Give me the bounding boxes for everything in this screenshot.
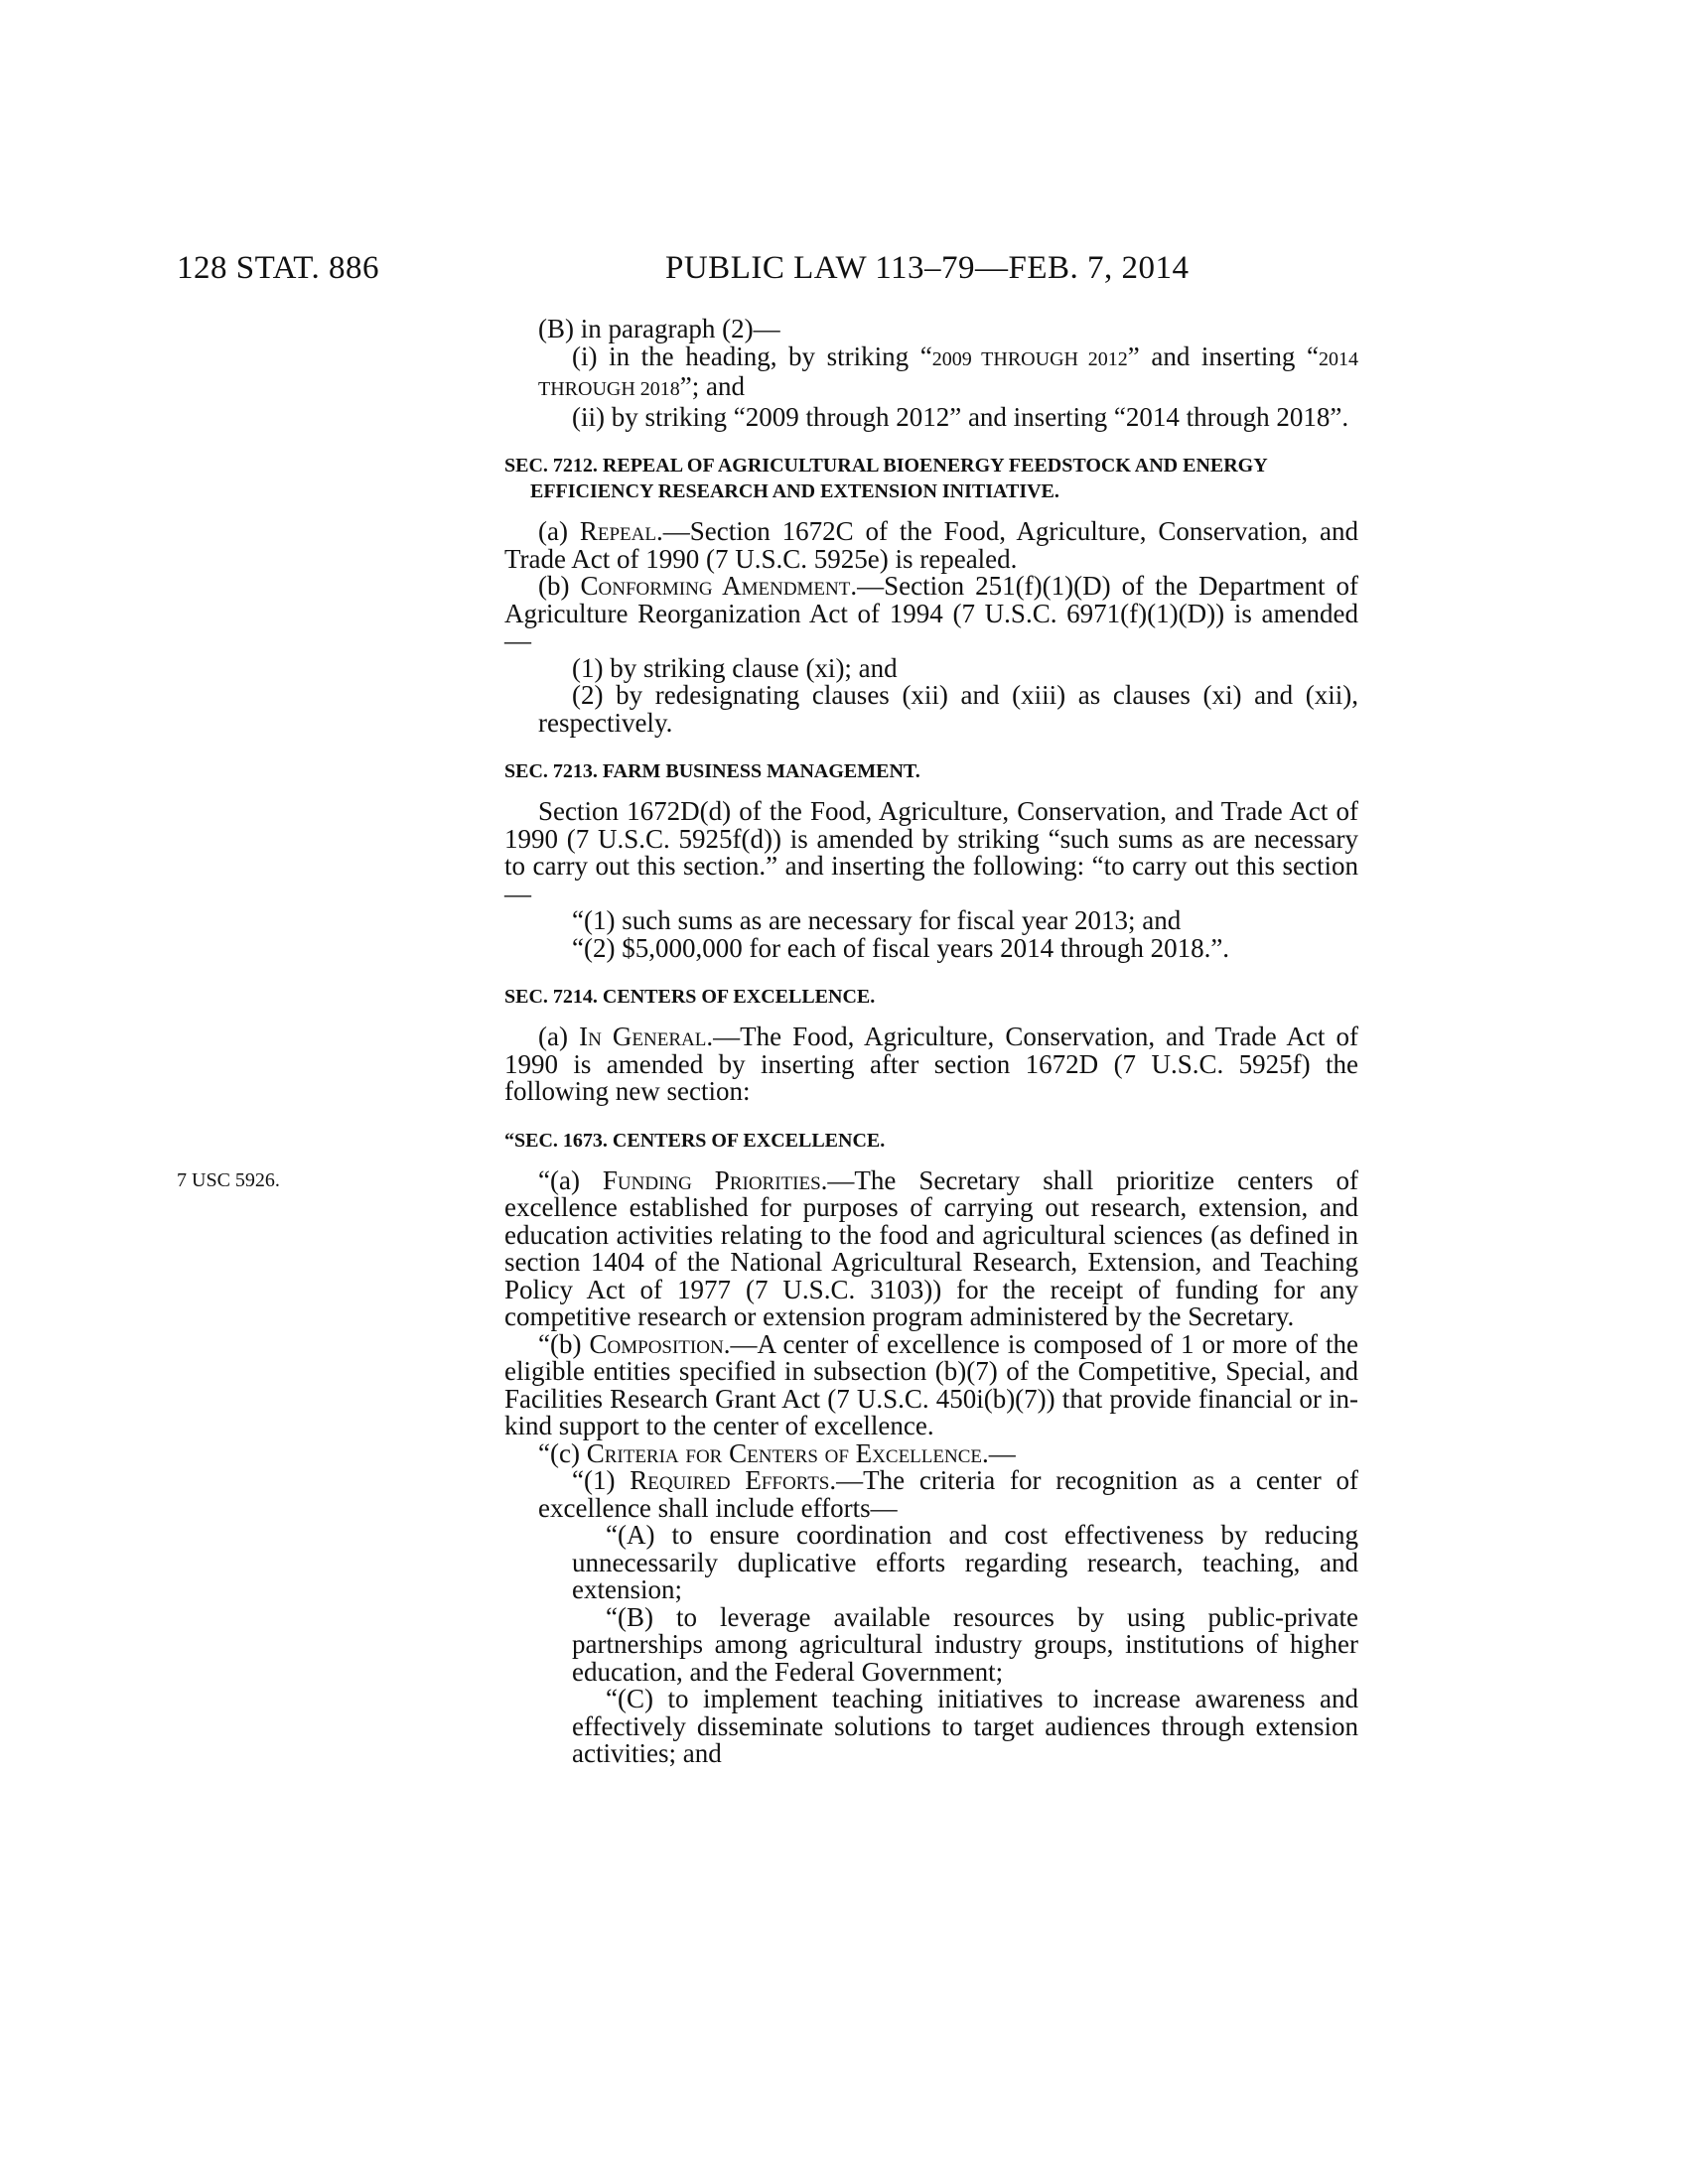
subsection-a-funding: “(a) Funding Priorities.—The Secretary shall prioritize centers of excellence established for purposes of carrying out research, extension, and education activities relating to the food and agricultural sciences (as defined in section 1404 of the National Agricultural Research, Extension, and Teaching Policy Act of 1977 (7 U.S.C. 3103)) for the receipt of funding for any competitive research or extension program administered by the Secretary. <box>504 1164 1358 1331</box>
clause-i: (i) in the heading, by striking “2009 THROUGH 2012” and inserting “2014 THROUGH 2018”; and <box>538 341 1358 401</box>
item-1: (1) by striking clause (xi); and <box>572 652 898 683</box>
paragraph-1-required: “(1) Required Efforts.—The criteria for recognition as a center of excellence shall include efforts— <box>538 1465 1359 1523</box>
margin-citation: 7 USC 5926. <box>177 1169 280 1191</box>
subsection-b-conforming: (b) Conforming Amendment.—Section 251(f)(1)(D) of the Department of Agriculture Reorganization Act of 1994 (7 U.S.C. 6971(f)(1)(D)) is amended— <box>504 571 1359 655</box>
section-heading-7213: SEC. 7213. FARM BUSINESS MANAGEMENT. <box>504 760 920 782</box>
subparagraph-c: “(C) to implement teaching initiatives to increase awareness and effectively disseminate solutions to target audiences through extension activities; and <box>572 1684 1358 1768</box>
public-law-header: PUBLIC LAW 113–79—FEB. 7, 2014 <box>665 250 1190 286</box>
section-7213-text: Section 1672D(d) of the Food, Agriculture, Conservation, and Trade Act of 1990 (7 U.S.C. 5925f(d)) is amended by striking “such sums as are necessary to carry out this section.” and inserting the following: “to carry out this section— <box>504 796 1358 908</box>
subparagraph-b: “(B) to leverage available resources by using public-private partnerships among agricultural industry groups, institutions of higher education, and the Federal Government; <box>572 1601 1358 1687</box>
subsection-b-composition: “(b) Composition.—A center of excellence is composed of 1 or more of the eligible entities specified in subsection (b)(7) of the Competitive, Special, and Facilities Research Grant Act (7 U.S.C. 450i(b)(7)) that provide financial or in-kind support to the center of excellence. <box>504 1328 1358 1440</box>
item-2: (2) by redesignating clauses (xii) and (xiii) as clauses (xi) and (xii), respectively. <box>538 680 1358 738</box>
subparagraph-a: “(A) to ensure coordination and cost effectiveness by reducing unnecessarily duplicative efforts regarding research, teaching, and extension; <box>572 1520 1358 1604</box>
section-heading-1673: “SEC. 1673. CENTERS OF EXCELLENCE. <box>504 1129 886 1152</box>
clause-ii: (ii) by striking “2009 through 2012” and inserting “2014 through 2018”. <box>572 401 1349 432</box>
subsection-c-criteria: “(c) Criteria for Centers of Excellence.— <box>538 1437 1016 1468</box>
subsection-a-repeal: (a) Repeal.—Section 1672C of the Food, Agriculture, Conservation, and Trade Act of 1990 (7 U.S.C. 5925e) is repealed. <box>504 516 1358 574</box>
paragraph-b: (B) in paragraph (2)— <box>538 314 780 343</box>
subsection-a-in-general: (a) In General.—The Food, Agriculture, Conservation, and Trade Act of 1990 is amended by inserting after section 1672D (7 U.S.C. 5925f) the following new section: <box>504 1022 1358 1106</box>
item-1: “(1) such sums as are necessary for fiscal year 2013; and <box>572 905 1182 935</box>
section-heading-7212: SEC. 7212. REPEAL OF AGRICULTURAL BIOENERGY FEEDSTOCK AND ENERGY EFFICIENCY RESEARCH AND EXTENSION INITIATIVE. <box>504 455 1267 502</box>
document-body <box>504 316 1358 1768</box>
section-heading-7214: SEC. 7214. CENTERS OF EXCELLENCE. <box>504 986 876 1008</box>
item-2: “(2) $5,000,000 for each of fiscal years 2014 through 2018.”. <box>572 932 1230 963</box>
statute-page-number: 128 STAT. 886 <box>177 250 380 286</box>
